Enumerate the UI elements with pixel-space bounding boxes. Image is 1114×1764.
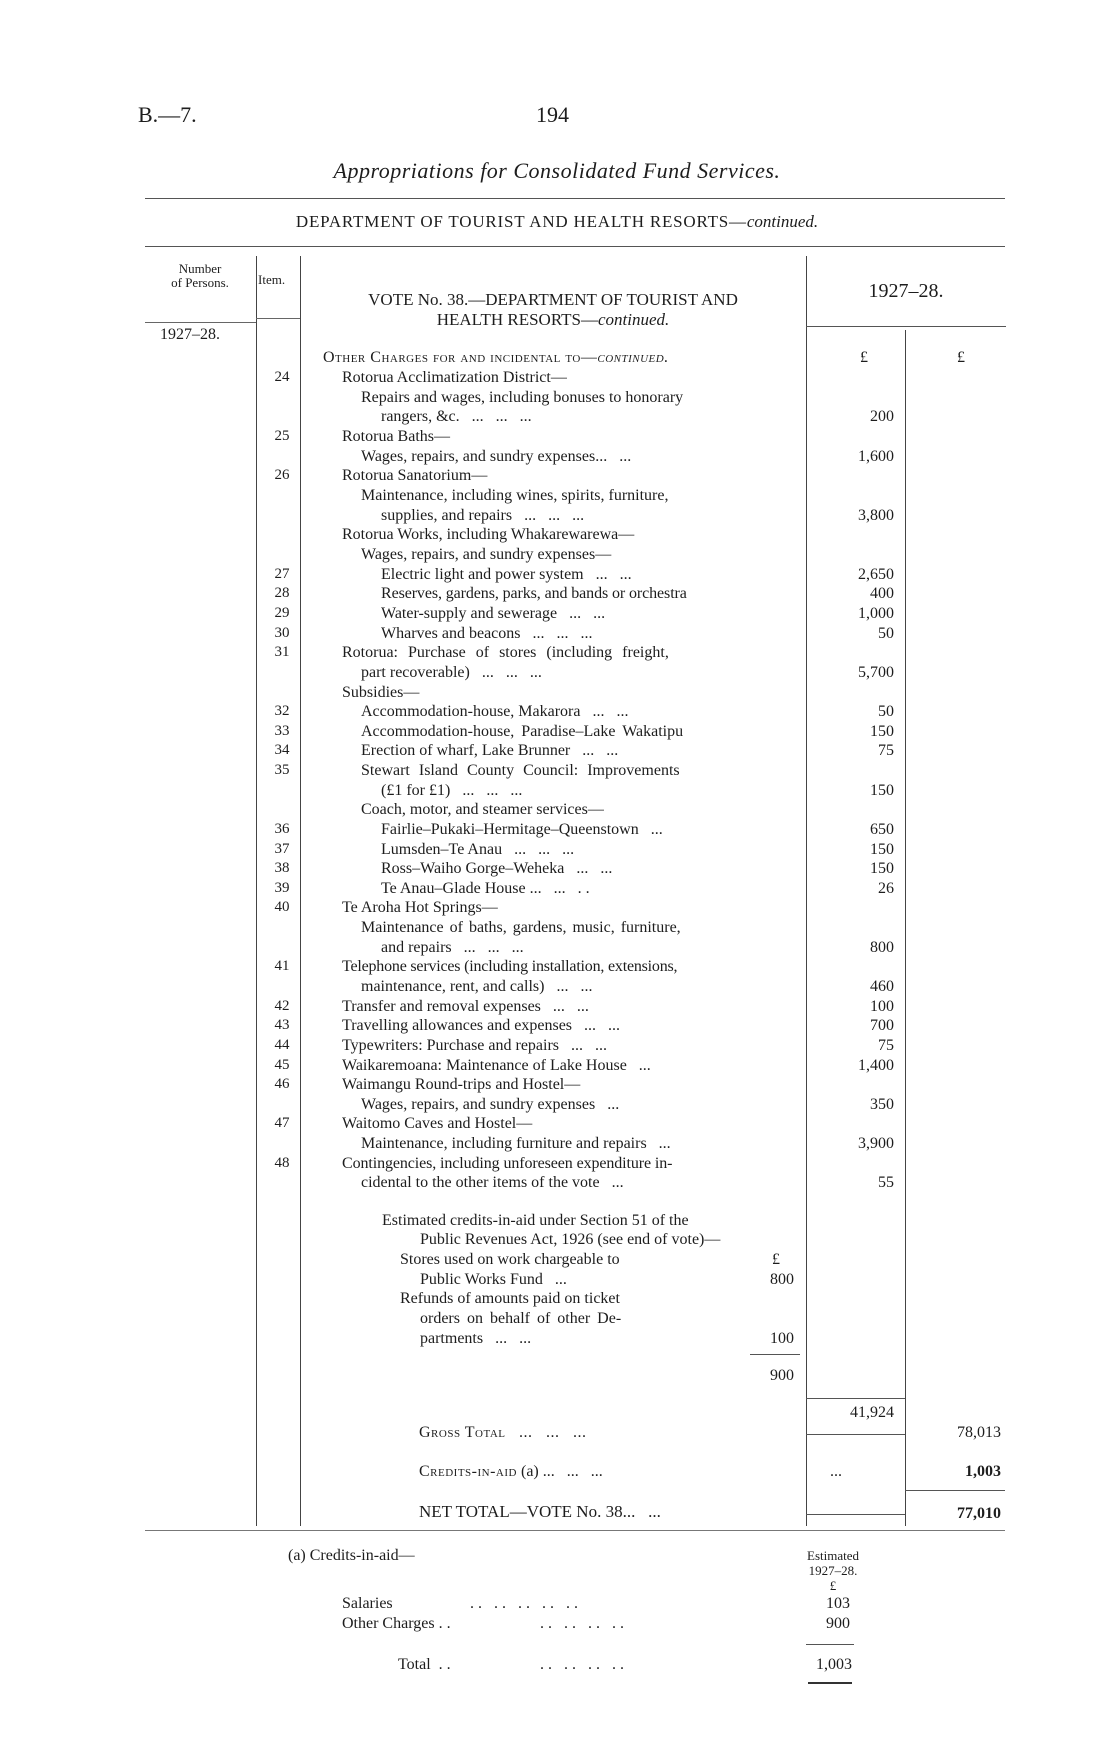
line-item: Subsidies— (342, 684, 420, 701)
line-item: Maintenance, including furniture and repairs ... (361, 1135, 671, 1152)
footnote-total-label: Total . . (398, 1656, 451, 1673)
amount: 1,000 (858, 605, 894, 622)
pound-sign-col1: £ (860, 349, 868, 366)
amount: 26 (878, 880, 894, 897)
line-item: Wharves and beacons ... ... ... (381, 625, 593, 642)
line-item: Te Aroha Hot Springs— (342, 899, 498, 916)
item-number: 28 (274, 585, 290, 601)
amount: 3,900 (858, 1135, 894, 1152)
amount: 700 (870, 1017, 894, 1034)
footnote-salaries-amount: 103 (826, 1595, 850, 1612)
subtotal-underline (806, 1434, 905, 1435)
line-item: Rotorua Acclimatization District— (342, 369, 567, 386)
amount: 50 (878, 703, 894, 720)
page-number: 194 (536, 102, 569, 127)
item-number: 38 (274, 860, 290, 876)
amount: 150 (870, 841, 894, 858)
footnote-leader-dots: . . . . . . . . (540, 1656, 624, 1673)
persons-column-divider (256, 256, 257, 1526)
line-item: Waikaremoana: Maintenance of Lake House ... (342, 1057, 651, 1074)
item-column-header: Item. (258, 272, 286, 287)
line-item: Waitomo Caves and Hostel— (342, 1115, 533, 1132)
footnote-leader-dots: . . . . . . . . . . (470, 1595, 578, 1612)
net-total-label: NET TOTAL—VOTE No. 38... ... (419, 1502, 661, 1521)
item-number: 31 (274, 644, 290, 660)
line-item: Te Anau–Glade House ... ... . . (381, 880, 590, 897)
vote-heading: VOTE No. 38.—DEPARTMENT OF TOURIST AND HEALTH RESORTS—continued. (368, 290, 738, 329)
title-rule (145, 198, 1005, 199)
footnote-salaries-label: Salaries (342, 1595, 393, 1612)
line-item: Erection of wharf, Lake Brunner ... ... (361, 742, 619, 759)
item-number: 39 (274, 880, 290, 896)
footnote-other-charges-label: Other Charges . . (342, 1615, 451, 1632)
amount: 100 (870, 998, 894, 1015)
amount: 75 (878, 742, 894, 759)
footnote-label: (a) Credits-in-aid— (288, 1547, 415, 1564)
credits-in-aid-amount: 1,003 (965, 1463, 1001, 1480)
amount: 55 (878, 1174, 894, 1191)
footnote-leader-dots: . . . . . . . . (540, 1615, 624, 1632)
section-heading: Other Charges for and incidental to—continued. (323, 349, 669, 366)
line-item: Wages, repairs, and sundry expenses... ... (361, 448, 632, 465)
note-sum-rule (750, 1354, 800, 1355)
item-number: 25 (274, 428, 290, 444)
line-item: Lumsden–Te Anau ... ... ... (381, 841, 575, 858)
persons-column-header: Number of Persons. (171, 261, 229, 290)
amount-column-divider-right (905, 330, 906, 1526)
note-pound-sign: £ (772, 1251, 780, 1268)
amount: 460 (870, 978, 894, 995)
line-item: Contingencies, including unforeseen expenditure in- (342, 1155, 673, 1172)
table-top-rule (145, 246, 1005, 247)
line-item: maintenance, rent, and calls) ... ... (361, 978, 593, 995)
year-column-header: 1927–28. (868, 280, 944, 302)
amount: 1,600 (858, 448, 894, 465)
line-item: Typewriters: Purchase and repairs ... ... (342, 1037, 608, 1054)
pound-sign-col2: £ (957, 349, 965, 366)
line-item: Rotorua Works, including Whakarewarewa— (342, 526, 635, 543)
table-bottom-rule (145, 1530, 1005, 1531)
item-number: 47 (274, 1115, 290, 1131)
amount: 3,800 (858, 507, 894, 524)
document-reference: B.—7. (138, 102, 197, 127)
line-item: Repairs and wages, including bonuses to honorary (361, 389, 684, 406)
item-number: 29 (274, 605, 290, 621)
line-item: Electric light and power system ... ... (381, 566, 632, 583)
item-number: 30 (274, 625, 290, 641)
amount: 1,400 (858, 1057, 894, 1074)
line-item: supplies, and repairs ... ... ... (381, 507, 585, 524)
item-number: 44 (274, 1037, 290, 1053)
line-item: Accommodation-house, Paradise–Lake Wakatipu (361, 723, 684, 740)
line-item: cidental to the other items of the vote ... (361, 1174, 624, 1191)
amount: 650 (870, 821, 894, 838)
line-item: Maintenance, including wines, spirits, furniture, (361, 487, 669, 504)
note-line: orders on behalf of other De- (420, 1310, 622, 1327)
amount: 2,650 (858, 566, 894, 583)
amount: 150 (870, 782, 894, 799)
line-item: Rotorua Sanatorium— (342, 467, 488, 484)
line-item: Telephone services (including installation, extensions, (342, 958, 678, 975)
amount: 150 (870, 723, 894, 740)
line-item: Rotorua: Purchase of stores (including freight, (342, 644, 669, 661)
subtotal-rule (806, 1398, 905, 1399)
note-amount: 800 (770, 1271, 794, 1288)
item-header-rule (256, 318, 300, 319)
footnote-total-rule (806, 1644, 854, 1645)
item-number: 43 (274, 1017, 290, 1033)
page-title: Appropriations for Consolidated Fund Services. (333, 158, 781, 183)
note-amount: 100 (770, 1330, 794, 1347)
item-number: 24 (274, 369, 290, 385)
line-item: Maintenance of baths, gardens, music, furniture, (361, 919, 681, 936)
item-number: 42 (274, 998, 290, 1014)
amount: 5,700 (858, 664, 894, 681)
item-number: 34 (274, 742, 290, 758)
note-line: Public Revenues Act, 1926 (see end of vote)— (420, 1231, 721, 1248)
credits-in-aid-label: Credits-in-aid (a) ... ... ... (419, 1463, 603, 1480)
note-line: Public Works Fund ... (420, 1271, 567, 1288)
amount: 350 (870, 1096, 894, 1113)
line-item: rangers, &c. ... ... ... (381, 408, 532, 425)
net-total-amount: 77,010 (957, 1505, 1001, 1522)
persons-year: 1927–28. (160, 326, 220, 343)
footnote-total-amount: 1,003 (816, 1656, 852, 1673)
amount: 800 (870, 939, 894, 956)
line-item: Travelling allowances and expenses ... ... (342, 1017, 621, 1034)
footnote-double-rule (808, 1682, 852, 1684)
item-number: 35 (274, 762, 290, 778)
net-total-column-rule (806, 1514, 905, 1515)
note-line: Stores used on work chargeable to (400, 1251, 620, 1268)
credits-in-aid-dots: ... (830, 1463, 842, 1480)
line-item: Ross–Waiho Gorge–Weheka ... ... (381, 860, 613, 877)
item-number: 48 (274, 1155, 290, 1171)
item-number: 36 (274, 821, 290, 837)
line-item: Fairlie–Pukaki–Hermitage–Queenstown ... (381, 821, 663, 838)
note-line: Estimated credits-in-aid under Section 51 of the (382, 1212, 689, 1229)
persons-header-rule (145, 322, 256, 323)
item-number: 40 (274, 899, 290, 915)
line-item: Rotorua Baths— (342, 428, 450, 445)
line-item: Reserves, gardens, parks, and bands or orchestra (381, 585, 687, 602)
item-number: 41 (274, 958, 290, 974)
note-line: partments ... ... (420, 1330, 532, 1347)
note-line: Refunds of amounts paid on ticket (400, 1290, 620, 1307)
subtotal-amount: 41,924 (850, 1404, 894, 1421)
line-item: Waimangu Round-trips and Hostel— (342, 1076, 581, 1093)
department-heading: DEPARTMENT OF TOURIST AND HEALTH RESORTS—continued. (295, 212, 819, 231)
year-header-rule (806, 326, 1006, 327)
amount: 400 (870, 585, 894, 602)
footnote-other-charges-amount: 900 (826, 1615, 850, 1632)
gross-total-label: Gross Total ... ... ... (419, 1424, 587, 1441)
amount: 200 (870, 408, 894, 425)
line-item: Water-supply and sewerage ... ... (381, 605, 606, 622)
line-item: and repairs ... ... ... (381, 939, 524, 956)
line-item: Stewart Island County Council: Improvements (361, 762, 680, 779)
amount: 75 (878, 1037, 894, 1054)
item-number: 37 (274, 841, 290, 857)
line-item: part recoverable) ... ... ... (361, 664, 542, 681)
note-sum: 900 (770, 1367, 794, 1384)
item-number: 32 (274, 703, 290, 719)
item-number: 45 (274, 1057, 290, 1073)
line-item: Wages, repairs, and sundry expenses ... (361, 1096, 620, 1113)
credits-rule (905, 1490, 1005, 1491)
gross-total-amount: 78,013 (957, 1424, 1001, 1441)
item-number: 27 (274, 566, 290, 582)
item-number: 26 (274, 467, 290, 483)
amount: 150 (870, 860, 894, 877)
line-item: Coach, motor, and steamer services— (361, 801, 604, 818)
line-item: Wages, repairs, and sundry expenses— (361, 546, 612, 563)
line-item: Accommodation-house, Makarora ... ... (361, 703, 629, 720)
amount: 50 (878, 625, 894, 642)
item-number: 46 (274, 1076, 290, 1092)
item-number: 33 (274, 723, 290, 739)
line-item: (£1 for £1) ... ... ... (381, 782, 523, 799)
footnote-estimated-header: Estimated 1927–28. £ (807, 1548, 859, 1593)
line-item: Transfer and removal expenses ... ... (342, 998, 589, 1015)
